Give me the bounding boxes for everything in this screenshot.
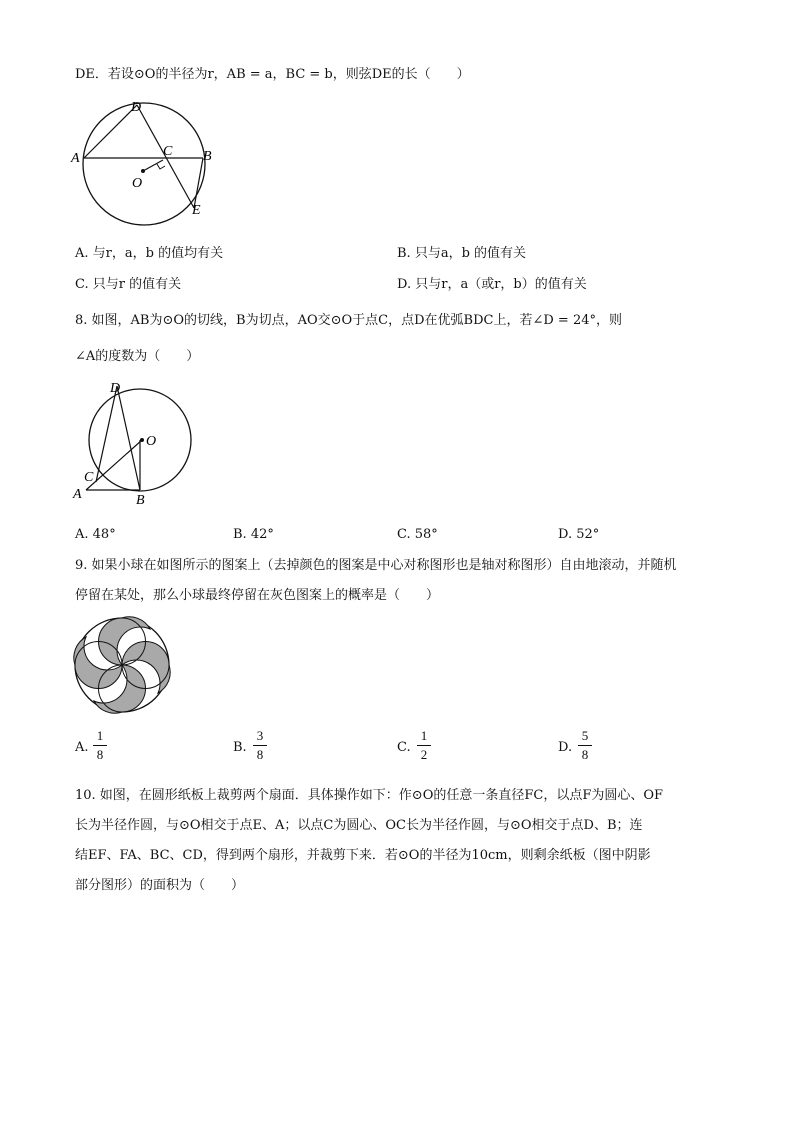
q7-option-b[interactable]: B. 只与a，b 的值有关 — [397, 246, 527, 261]
q9-option-a-fraction[interactable] — [93, 728, 107, 763]
q8-option-b[interactable]: B. 42° — [233, 527, 274, 542]
q9-pinwheel-figure — [72, 615, 172, 715]
fraction-bar — [578, 745, 592, 746]
q9-option-b-letter[interactable]: B. — [233, 740, 247, 755]
q7-label-e: E — [192, 203, 201, 218]
q7-label-a: A — [71, 151, 80, 166]
q8-label-c: C — [84, 470, 94, 485]
q9-option-c-fraction[interactable] — [417, 728, 431, 763]
q7-option-d[interactable]: D. 只与r，a（或r，b）的值有关 — [397, 277, 587, 292]
q7-figure — [70, 98, 220, 230]
q7-label-c: C — [163, 144, 173, 159]
q7-label-d: D — [131, 100, 142, 115]
q8-label-a: A — [73, 487, 82, 502]
q9-option-d-denominator: 8 — [581, 747, 589, 762]
q7-label-o: O — [132, 176, 143, 191]
q10-stem-line4: 部分图形）的面积为（ ） — [75, 878, 245, 893]
q7-label-b: B — [203, 149, 212, 164]
q9-stem-line1: 9. 如果小球在如图所示的图案上（去掉颜色的图案是中心对称图形也是轴对称图形）自由地滚动，并随机 — [75, 558, 677, 573]
fraction-bar — [253, 745, 267, 746]
q9-option-c-denominator: 2 — [420, 747, 428, 762]
q9-stem-line2: 停留在某处，那么小球最终停留在灰色图案上的概率是（ ） — [75, 588, 440, 603]
q9-option-b-numerator: 3 — [256, 728, 264, 743]
q10-stem-line1: 10. 如图，在圆形纸板上裁剪两个扇面．具体操作如下：作⊙O的任意一条直径FC，以点F为圆心、OF — [75, 788, 664, 803]
q9-option-a-numerator: 1 — [96, 728, 104, 743]
q9-option-b-denominator: 8 — [256, 747, 264, 762]
q9-option-c-letter[interactable]: C. — [397, 740, 411, 755]
q9-option-b-fraction[interactable] — [253, 728, 267, 763]
q8-label-d: D — [110, 381, 121, 396]
q9-option-d-letter[interactable]: D. — [558, 740, 573, 755]
q10-stem-line3: 结EF、FA、BC、CD，得到两个扇形，并裁剪下来．若⊙O的半径为10cm，则剩余纸板（图中阴影 — [75, 848, 651, 863]
q9-option-d-numerator: 5 — [581, 728, 589, 743]
q8-label-b: B — [136, 493, 145, 508]
q8-figure — [70, 378, 200, 508]
q8-option-d[interactable]: D. 52° — [558, 527, 600, 542]
q8-label-o: O — [146, 434, 157, 449]
q8-option-a[interactable]: A. 48° — [75, 527, 116, 542]
q8-option-c[interactable]: C. 58° — [397, 527, 438, 542]
q8-stem-line2: ∠A的度数为（ ） — [75, 349, 200, 364]
q7-option-a[interactable]: A. 与r，a，b 的值均有关 — [75, 246, 224, 261]
q9-option-a-letter[interactable]: A. — [75, 740, 89, 755]
q9-option-a-denominator: 8 — [96, 747, 104, 762]
q9-option-d-fraction[interactable] — [578, 728, 592, 763]
q8-stem-line1: 8. 如图，AB为⊙O的切线，B为切点，AO交⊙O于点C，点D在优弧BDC上，若∠D = 24°，则 — [75, 313, 622, 328]
q9-option-c-numerator: 1 — [420, 728, 428, 743]
q7-stem: DE．若设⊙O的半径为r，AB = a，BC = b，则弦DE的长（ ） — [75, 67, 470, 82]
fraction-bar — [93, 745, 107, 746]
fraction-bar — [417, 745, 431, 746]
q10-stem-line2: 长为半径作圆，与⊙O相交于点E、A；以点C为圆心、OC长为半径作圆，与⊙O相交于点D、B；连 — [75, 818, 643, 833]
q7-option-c[interactable]: C. 只与r 的值有关 — [75, 277, 182, 292]
